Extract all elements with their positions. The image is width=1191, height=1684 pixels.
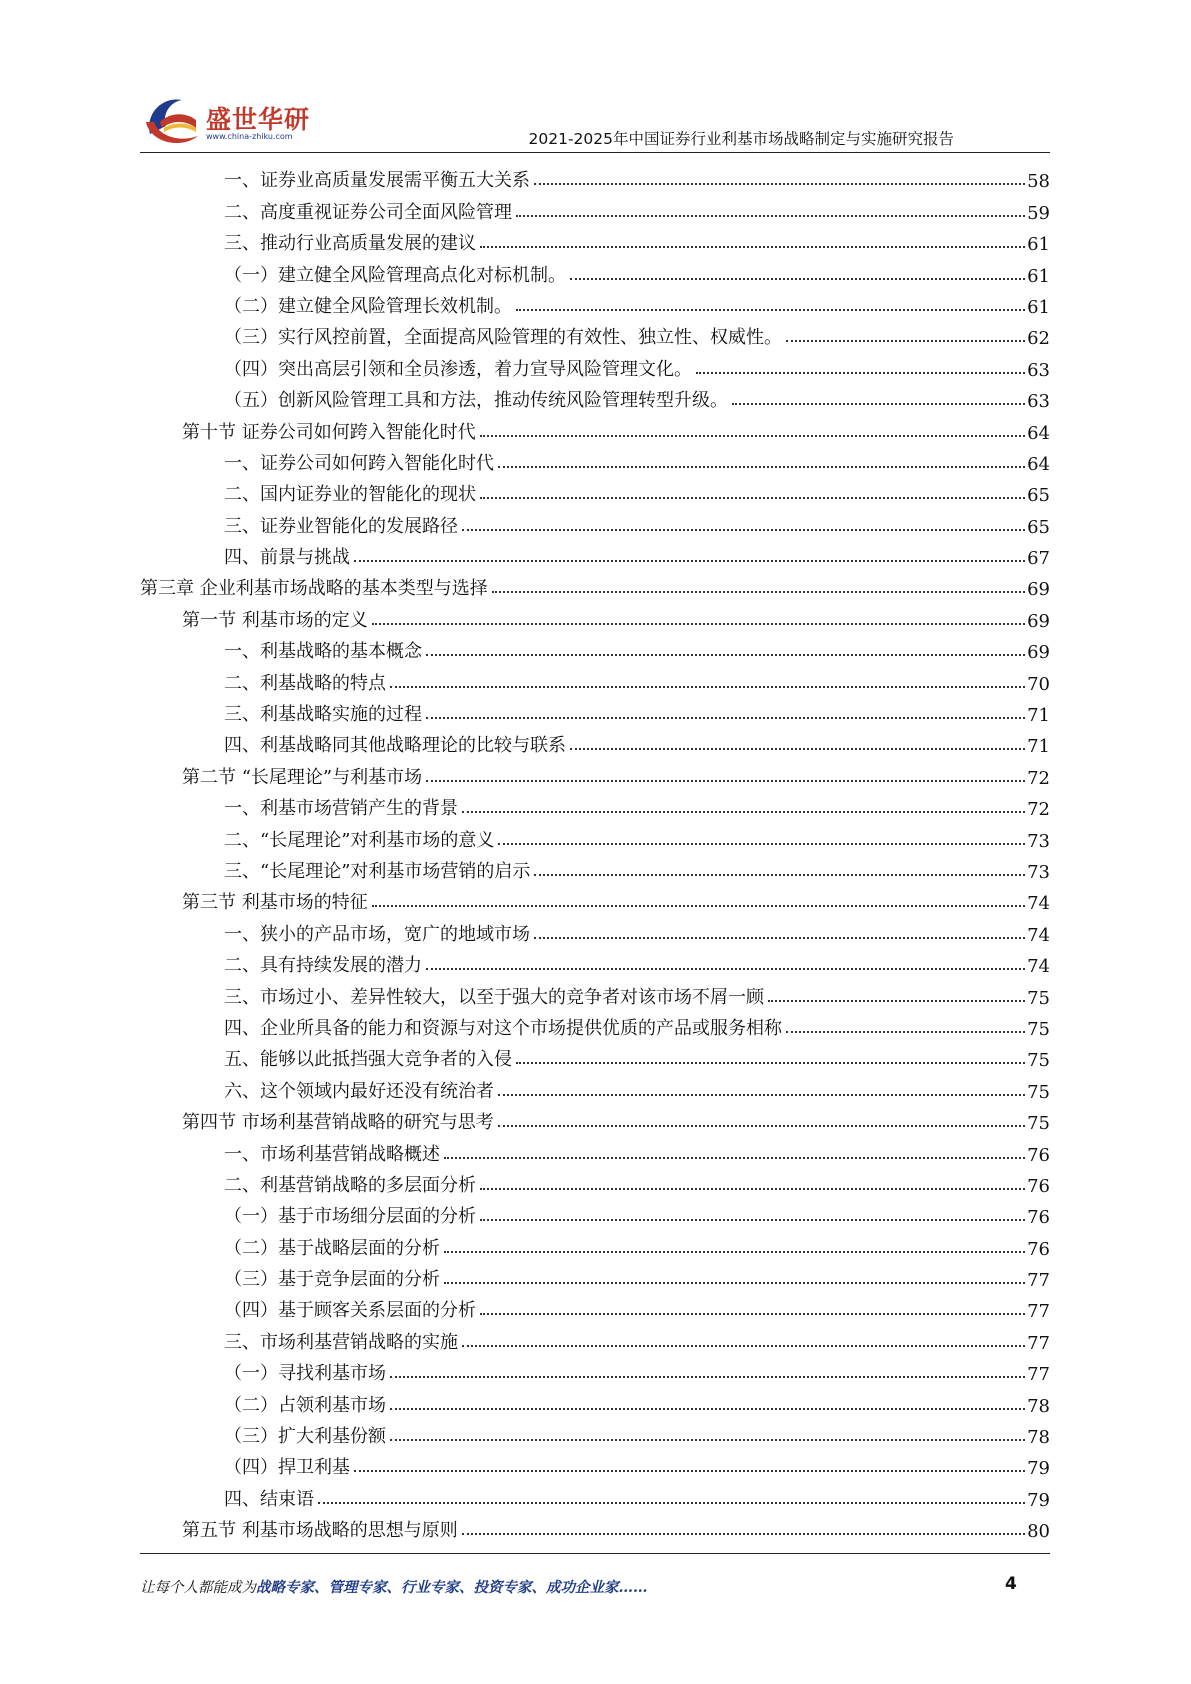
- toc-entry[interactable]: [140, 475, 1050, 506]
- toc-entry[interactable]: [140, 914, 1050, 945]
- toc-entry[interactable]: [140, 1009, 1050, 1040]
- toc-leader-dots: [480, 246, 1025, 248]
- toc-entry-title: 二、国内证券业的智能化的现状: [224, 484, 476, 506]
- toc-leader-dots: [516, 1062, 1025, 1064]
- toc-entry[interactable]: [140, 1103, 1050, 1134]
- page-header: [0, 0, 1191, 160]
- toc-leader-dots: [426, 654, 1025, 656]
- toc-leader-dots: [480, 497, 1025, 499]
- toc-leader-dots: [480, 1313, 1025, 1315]
- toc-entry[interactable]: [140, 1166, 1050, 1197]
- toc-leader-dots: [480, 1188, 1025, 1190]
- toc-entry-title: 一、利基市场营销产生的背景: [224, 798, 458, 820]
- toc-entry[interactable]: [140, 632, 1050, 663]
- footer-divider: [140, 1553, 1050, 1554]
- toc-leader-dots: [498, 843, 1025, 845]
- toc-entry[interactable]: [140, 412, 1050, 443]
- toc-leader-dots: [786, 1031, 1025, 1033]
- toc-entry-title: 四、企业所具备的能力和资源与对这个市场提供优质的产品或服务相称: [224, 1017, 782, 1039]
- toc-entry-title: 第一节 利基市场的定义: [182, 609, 368, 631]
- toc-entry[interactable]: [140, 161, 1050, 192]
- toc-entry[interactable]: [140, 1417, 1050, 1448]
- toc-entry-title: 第五节 利基市场战略的思想与原则: [182, 1520, 458, 1542]
- toc-entry[interactable]: [140, 726, 1050, 757]
- toc-leader-dots: [372, 623, 1025, 625]
- toc-leader-dots: [570, 748, 1025, 750]
- toc-entry-page: 71: [1027, 705, 1050, 727]
- toc-entry-title: 一、市场利基营销战略概述: [224, 1143, 440, 1165]
- toc-entry-title: （四）基于顾客关系层面的分析: [224, 1300, 476, 1322]
- toc-entry[interactable]: [140, 506, 1050, 537]
- toc-entry[interactable]: [140, 1071, 1050, 1102]
- toc-leader-dots: [462, 1533, 1025, 1535]
- toc-entry-title: 二、利基战略的特点: [224, 672, 386, 694]
- toc-leader-dots: [444, 1157, 1025, 1159]
- toc-entry-title: 四、前景与挑战: [224, 547, 350, 569]
- toc-entry-page: 78: [1027, 1395, 1050, 1417]
- toc-entry[interactable]: [140, 600, 1050, 631]
- toc-leader-dots: [462, 811, 1025, 813]
- toc-leader-dots: [390, 1408, 1025, 1410]
- toc-leader-dots: [390, 1439, 1025, 1441]
- toc-entry-title: （四）捍卫利基: [224, 1457, 350, 1479]
- toc-entry-page: 75: [1027, 1018, 1050, 1040]
- toc-entry[interactable]: [140, 663, 1050, 694]
- slogan-prefix: 让每个人都能成为: [140, 1580, 256, 1596]
- toc-entry-title: （五）创新风险管理工具和方法，推动传统风险管理转型升级。: [224, 390, 728, 412]
- toc-leader-dots: [534, 874, 1025, 876]
- toc-entry[interactable]: [140, 1479, 1050, 1510]
- toc-entry-page: 76: [1027, 1175, 1050, 1197]
- header-divider: [140, 152, 1050, 153]
- toc-entry-title: 第四节 市场利基营销战略的研究与思考: [182, 1112, 494, 1134]
- toc-leader-dots: [498, 1125, 1025, 1127]
- toc-entry-title: （一）寻找利基市场: [224, 1363, 386, 1385]
- toc-entry-page: 75: [1027, 1113, 1050, 1135]
- toc-entry[interactable]: [140, 1385, 1050, 1416]
- toc-entry-page: 69: [1027, 610, 1050, 632]
- toc-leader-dots: [492, 591, 1025, 593]
- toc-leader-dots: [390, 686, 1025, 688]
- toc-entry[interactable]: [140, 444, 1050, 475]
- toc-entry-title: （二）建立健全风险管理长效机制。: [224, 295, 512, 317]
- toc-entry-title: 三、市场利基营销战略的实施: [224, 1331, 458, 1353]
- toc-entry-title: 三、证券业智能化的发展路径: [224, 515, 458, 537]
- toc-entry-title: 五、能够以此抵挡强大竞争者的入侵: [224, 1049, 512, 1071]
- toc-leader-dots: [516, 309, 1025, 311]
- toc-leader-dots: [444, 1251, 1025, 1253]
- toc-entry-title: 四、结束语: [224, 1488, 314, 1510]
- toc-entry-page: 70: [1027, 673, 1050, 695]
- document-title: 2021-2025年中国证券行业利基市场战略制定与实施研究报告: [528, 130, 954, 148]
- toc-leader-dots: [534, 937, 1025, 939]
- toc-entry[interactable]: [140, 1322, 1050, 1353]
- toc-entry-title: 二、具有持续发展的潜力: [224, 955, 422, 977]
- toc-leader-dots: [786, 340, 1025, 342]
- toc-entry-page: 75: [1027, 1050, 1050, 1072]
- toc-entry-title: （三）基于竞争层面的分析: [224, 1269, 440, 1291]
- toc-leader-dots: [462, 1345, 1025, 1347]
- toc-entry-page: 75: [1027, 1081, 1050, 1103]
- toc-leader-dots: [372, 905, 1025, 907]
- table-of-contents: [140, 161, 1050, 1542]
- toc-leader-dots: [498, 466, 1025, 468]
- toc-leader-dots: [426, 780, 1025, 782]
- toc-leader-dots: [426, 968, 1025, 970]
- toc-entry-title: 二、利基营销战略的多层面分析: [224, 1174, 476, 1196]
- toc-entry-title: 一、证券业高质量发展需平衡五大关系: [224, 170, 530, 192]
- toc-entry[interactable]: [140, 757, 1050, 788]
- toc-leader-dots: [462, 529, 1025, 531]
- toc-entry[interactable]: [140, 820, 1050, 851]
- toc-leader-dots: [354, 1470, 1025, 1472]
- toc-entry[interactable]: [140, 569, 1050, 600]
- toc-entry-page: 77: [1027, 1301, 1050, 1323]
- toc-entry-title: 第三节 利基市场的特征: [182, 892, 368, 914]
- toc-entry-title: （三）实行风控前置，全面提高风险管理的有效性、独立性、权威性。: [224, 327, 782, 349]
- toc-entry-page: 76: [1027, 1144, 1050, 1166]
- toc-leader-dots: [696, 372, 1025, 374]
- toc-leader-dots: [534, 183, 1025, 185]
- toc-entry[interactable]: [140, 1354, 1050, 1385]
- logo-url: www.china-zhiku.com: [206, 132, 293, 141]
- toc-entry-page: 80: [1027, 1521, 1050, 1543]
- toc-entry-page: 73: [1027, 830, 1050, 852]
- toc-entry-title: 二、“长尾理论”对利基市场的意义: [224, 829, 495, 851]
- toc-entry[interactable]: [140, 1260, 1050, 1291]
- toc-entry-title: 三、市场过小、差异性较大，以至于强大的竞争者对该市场不屑一顾: [224, 986, 764, 1008]
- toc-leader-dots: [480, 1219, 1025, 1221]
- toc-entry[interactable]: [140, 977, 1050, 1008]
- toc-entry[interactable]: [140, 1228, 1050, 1259]
- toc-entry[interactable]: [140, 1134, 1050, 1165]
- toc-entry[interactable]: [140, 789, 1050, 820]
- toc-entry-page: 64: [1027, 453, 1050, 475]
- toc-entry-title: （四）突出高层引领和全员渗透，着力宣导风险管理文化。: [224, 358, 692, 380]
- toc-leader-dots: [480, 435, 1025, 437]
- toc-entry[interactable]: [140, 287, 1050, 318]
- toc-entry[interactable]: [140, 318, 1050, 349]
- toc-entry[interactable]: [140, 255, 1050, 286]
- toc-entry[interactable]: [140, 192, 1050, 223]
- toc-entry-title: 四、利基战略同其他战略理论的比较与联系: [224, 735, 566, 757]
- toc-entry[interactable]: [140, 852, 1050, 883]
- toc-entry-title: 第十节 证券公司如何跨入智能化时代: [182, 421, 476, 443]
- toc-entry[interactable]: [140, 1040, 1050, 1071]
- toc-leader-dots: [570, 278, 1025, 280]
- toc-leader-dots: [318, 1502, 1025, 1504]
- toc-leader-dots: [732, 403, 1025, 405]
- toc-entry-page: 61: [1027, 234, 1050, 256]
- toc-entry-page: 74: [1027, 956, 1050, 978]
- toc-entry[interactable]: [140, 349, 1050, 380]
- toc-entry-page: 61: [1027, 296, 1050, 318]
- toc-entry-page: 79: [1027, 1458, 1050, 1480]
- toc-entry[interactable]: [140, 1511, 1050, 1542]
- toc-entry-page: 69: [1027, 642, 1050, 664]
- toc-entry-title: （二）基于战略层面的分析: [224, 1237, 440, 1259]
- toc-entry-page: 67: [1027, 548, 1050, 570]
- toc-entry-title: （一）基于市场细分层面的分析: [224, 1206, 476, 1228]
- toc-leader-dots: [390, 1376, 1025, 1378]
- toc-entry-page: 59: [1027, 202, 1050, 224]
- toc-leader-dots: [444, 1282, 1025, 1284]
- toc-entry-page: 65: [1027, 516, 1050, 538]
- toc-leader-dots: [426, 717, 1025, 719]
- toc-entry-title: 三、推动行业高质量发展的建议: [224, 233, 476, 255]
- toc-entry-title: 三、“长尾理论”对利基市场营销的启示: [224, 860, 531, 882]
- toc-entry-title: （三）扩大利基份额: [224, 1426, 386, 1448]
- toc-entry-page: 73: [1027, 861, 1050, 883]
- toc-entry-page: 75: [1027, 987, 1050, 1009]
- toc-leader-dots: [516, 215, 1025, 217]
- toc-entry-page: 63: [1027, 391, 1050, 413]
- toc-entry-title: 六、这个领域内最好还没有统治者: [224, 1080, 494, 1102]
- toc-entry[interactable]: [140, 1197, 1050, 1228]
- toc-leader-dots: [498, 1094, 1025, 1096]
- toc-entry[interactable]: [140, 883, 1050, 914]
- toc-entry-page: 76: [1027, 1238, 1050, 1260]
- toc-entry-page: 74: [1027, 924, 1050, 946]
- toc-entry-title: 一、狭小的产品市场，宽广的地域市场: [224, 923, 530, 945]
- toc-entry-page: 58: [1027, 171, 1050, 193]
- toc-entry-page: 72: [1027, 799, 1050, 821]
- toc-entry-page: 77: [1027, 1270, 1050, 1292]
- toc-entry-page: 63: [1027, 359, 1050, 381]
- toc-entry-title: 二、高度重视证券公司全面风险管理: [224, 201, 512, 223]
- toc-entry-page: 72: [1027, 767, 1050, 789]
- toc-entry-title: 一、证券公司如何跨入智能化时代: [224, 452, 494, 474]
- logo-text: 盛世华研: [206, 105, 311, 134]
- toc-leader-dots: [768, 1000, 1025, 1002]
- toc-entry[interactable]: [140, 1448, 1050, 1479]
- toc-entry[interactable]: [140, 695, 1050, 726]
- toc-entry-page: 77: [1027, 1332, 1050, 1354]
- footer-slogan: [140, 1576, 648, 1597]
- toc-entry-title: 第三章 企业利基市场战略的基本类型与选择: [140, 578, 488, 600]
- toc-entry-title: 一、利基战略的基本概念: [224, 641, 422, 663]
- slogan-highlight: 战略专家、管理专家、行业专家、投资专家、成功企业家……: [256, 1579, 648, 1596]
- toc-entry-page: 74: [1027, 893, 1050, 915]
- toc-entry-page: 65: [1027, 485, 1050, 507]
- toc-entry-title: （二）占领利基市场: [224, 1394, 386, 1416]
- toc-entry-page: 71: [1027, 736, 1050, 758]
- toc-leader-dots: [354, 560, 1025, 562]
- toc-entry[interactable]: [140, 1291, 1050, 1322]
- page-number: 4: [1005, 1574, 1017, 1594]
- toc-entry-page: 62: [1027, 328, 1050, 350]
- toc-entry-page: 61: [1027, 265, 1050, 287]
- toc-entry-page: 69: [1027, 579, 1050, 601]
- toc-entry[interactable]: [140, 381, 1050, 412]
- toc-entry[interactable]: [140, 538, 1050, 569]
- toc-entry-title: （一）建立健全风险管理高点化对标机制。: [224, 264, 566, 286]
- toc-entry[interactable]: [140, 224, 1050, 255]
- toc-entry-page: 79: [1027, 1489, 1050, 1511]
- toc-entry-page: 64: [1027, 422, 1050, 444]
- toc-entry-page: 76: [1027, 1207, 1050, 1229]
- toc-entry-page: 78: [1027, 1427, 1050, 1449]
- toc-entry-title: 三、利基战略实施的过程: [224, 704, 422, 726]
- toc-entry[interactable]: [140, 946, 1050, 977]
- toc-entry-title: 第二节 “长尾理论”与利基市场: [182, 766, 423, 788]
- toc-entry-page: 77: [1027, 1364, 1050, 1386]
